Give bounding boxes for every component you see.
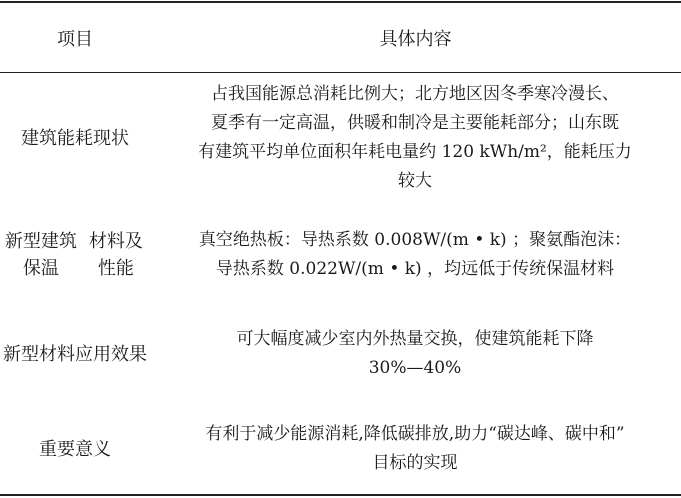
row-content-line: 导热系数 0.022W/(m • k) ，均远低于传统保温材料 — [215, 259, 615, 279]
row-label-line: 新型建筑保温 — [4, 231, 77, 279]
table-row — [0, 220, 681, 290]
header-item: 项目 — [57, 28, 93, 50]
table-bottom-rule — [0, 494, 681, 496]
row-content-line: 夏季有一定高温，供暖和制冷是主要能耗部分；山东既 — [211, 113, 619, 133]
row-label-line: 新型材料应用 — [3, 343, 111, 365]
row-label-line: 效果 — [111, 343, 147, 365]
row-content-line: 真空绝热板：导热系数 0.008W/(m • k) ；聚氨酯泡沫： — [198, 230, 632, 250]
row-label — [0, 318, 150, 390]
row-label-line: 材料及性能 — [88, 231, 143, 279]
row-content-line: 有建筑平均单位面积年耗电量约 120 kWh/m²，能耗压力 — [198, 142, 632, 162]
row-content-line: 目标的实现 — [372, 453, 458, 473]
row-content-line: 有利于减少能源消耗,降低碳排放,助力“碳达峰、碳中和” — [205, 424, 625, 444]
table-row — [0, 318, 681, 390]
row-content-line: 30%—40% — [368, 358, 462, 378]
header-divider — [0, 72, 681, 73]
row-label — [0, 414, 150, 484]
header-content: 具体内容 — [379, 28, 452, 50]
table-row — [0, 78, 681, 198]
row-content — [160, 220, 670, 290]
row-content-line: 较大 — [398, 171, 432, 191]
row-content-line: 可大幅度减少室内外热量交换，使建筑能耗下降 — [236, 329, 594, 349]
row-label — [0, 220, 150, 290]
row-content — [160, 414, 670, 484]
row-label-line: 建筑能耗现状 — [21, 127, 129, 149]
row-content-line: 占我国能源总消耗比例大；北方地区因冬季寒冷漫长、 — [211, 84, 619, 104]
row-label — [0, 78, 150, 198]
row-content — [160, 318, 670, 390]
row-content — [160, 78, 670, 198]
table-row — [0, 414, 681, 484]
row-label-line: 重要意义 — [39, 438, 111, 460]
